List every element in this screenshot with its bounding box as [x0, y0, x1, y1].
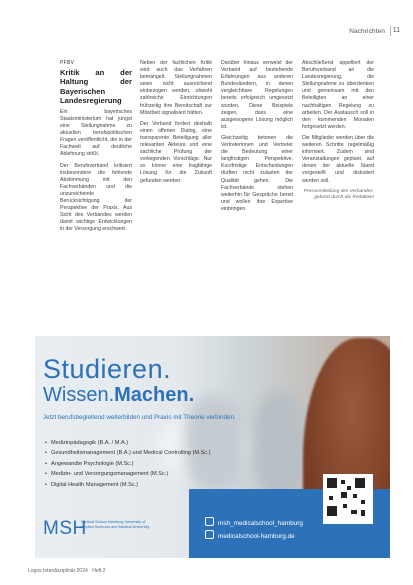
paragraph: Neben der fachlichen Kritik wird auch das Verfahren bemängelt. Stellungnahmen seien nicht ausreichend einbezogen worden, obwohl zahlreiche Einrichtungen frühzeitig ihre Bereitschaft zur Mitarbeit signalisiert hätten. [140, 60, 212, 116]
paragraph: Der Berufsverband kritisiert insbesondere die fehlende Abstimmung mit den Fachverbänden und die unzureichende Berücksichtigung der Perspektive der Praxis. Aus Sicht des Verbandes werden damit wichtige Entwicklungen in der Versorgung erschwert. [60, 162, 132, 233]
qr-module [341, 480, 345, 484]
qr-module [329, 496, 333, 500]
article-byline: Pressemitteilung des Verbandes, gekürzt durch die Redaktion [303, 188, 374, 201]
article [60, 60, 376, 322]
paragraph: Abschließend appelliert der Berufsverband an die Landesregierung, die Stellungnahme zu überdenken und gemeinsam mit den Beteiligten an einer nachhaltigen Regelung zu arbeiten. Der Austausch soll in den kommenden Monaten fortgesetzt werden. [302, 60, 374, 130]
advertisement[interactable] [35, 336, 390, 558]
qr-module [353, 494, 357, 498]
globe-icon [205, 530, 214, 539]
ad-subtitle-bold: Machen. [114, 384, 195, 406]
msh-logo [43, 514, 183, 550]
paragraph: Gleichzeitig betonen die Vertreterinnen und Vertreter die Bedeutung einer langfristigen Perspektive. Kurzfristige Entscheidungen dürften nicht zulasten der Qualität gehen. Die Fachverbände stehen weiterhin für Gespräche bereit und wollen ihre Expertise einbringen. [221, 134, 293, 212]
social-handle: msh_medicalschool_hamburg [218, 520, 303, 527]
qr-module [351, 510, 357, 514]
article-column-2 [140, 60, 212, 189]
article-column-3 [221, 60, 293, 217]
paragraph: Ein bayerisches Staatsministerium hat jüngst eine Stellungnahme zu aktuellen berufspolitischen Fragen veröffentlicht, die in der Fachwelt auf deutliche Ablehnung stößt. [60, 108, 132, 158]
qr-module [343, 504, 347, 508]
page-header [0, 0, 413, 50]
article-column-1 [60, 60, 132, 238]
paragraph: Darüber hinaus verweist der Verband auf bestehende Erfahrungen aus anderen Bundesländern, in denen vergleichbare Regelungen bereits erfolgreich umgesetzt wurden. Diese Beispiele zeigen, dass eine ausgewogene Lösung möglich ist. [221, 60, 293, 130]
header-divider [390, 26, 391, 36]
list-item: • Angewandte Psychologie (M.Sc.) [45, 461, 215, 468]
paragraph: Die Mitglieder werden über die weiteren Schritte regelmäßig informiert. Zudem sind Veranstaltungen geplant, auf denen der aktuelle Stand vorgestellt und diskutiert werden soll. [302, 134, 374, 184]
ad-background-blur [255, 391, 305, 501]
article-column-4 [302, 60, 374, 202]
paragraph: Der Verband fordert deshalb einen offenen Dialog, eine transparente Beteiligung aller relevanten Akteure und eine sachliche Prüfung der vorliegenden Vorschläge. Nur so könne eine tragfähige Lösung für die Zukunft gefunden werden. [140, 120, 212, 184]
ad-lead-text: Jetzt berufsbegleitend weiterbilden und Praxis mit Theorie verbinden. [43, 414, 236, 421]
list-item: • Medizin- und Versorgungsmanagement (M.Sc.) [45, 471, 215, 478]
social-link[interactable] [205, 517, 303, 527]
qr-finder [355, 478, 365, 488]
page-number: 11 [392, 27, 400, 34]
ad-program-list [45, 440, 215, 492]
article-kicker: PFBV [60, 60, 75, 66]
list-item: • Gesundheitsmanagement (B.A.) und Medical Controlling (M.Sc.) [45, 450, 215, 457]
logo-tagline: Medical School Hamburg University of Applied Sciences and Medical University [81, 520, 150, 529]
article-headline: Kritik an der Haltung der Bayerischen Landesregierung [60, 68, 132, 105]
qr-module [361, 510, 365, 516]
instagram-icon [205, 517, 214, 526]
qr-finder [327, 506, 337, 516]
website-url: medicalschool-hamburg.de [218, 533, 295, 540]
qr-module [347, 486, 351, 490]
qr-module [341, 492, 347, 498]
list-item: • Medizinpädagogik (B.A. / M.A.) [45, 440, 215, 447]
page-footer: Logos Interdisziplinär 2024 · Heft 2 [28, 568, 106, 574]
section-label: Nachrichten [349, 28, 385, 35]
logo-letters: MSH [43, 518, 87, 539]
qr-finder [327, 478, 337, 488]
qr-code[interactable] [323, 474, 373, 524]
website-link[interactable] [205, 530, 295, 540]
qr-module [361, 500, 365, 504]
list-item: • Digital Health Management (M.Sc.) [45, 482, 215, 489]
ad-subtitle-plain: Wissen. [43, 384, 115, 406]
ad-subtitle [43, 383, 194, 407]
ad-title: Studieren. [43, 354, 172, 384]
